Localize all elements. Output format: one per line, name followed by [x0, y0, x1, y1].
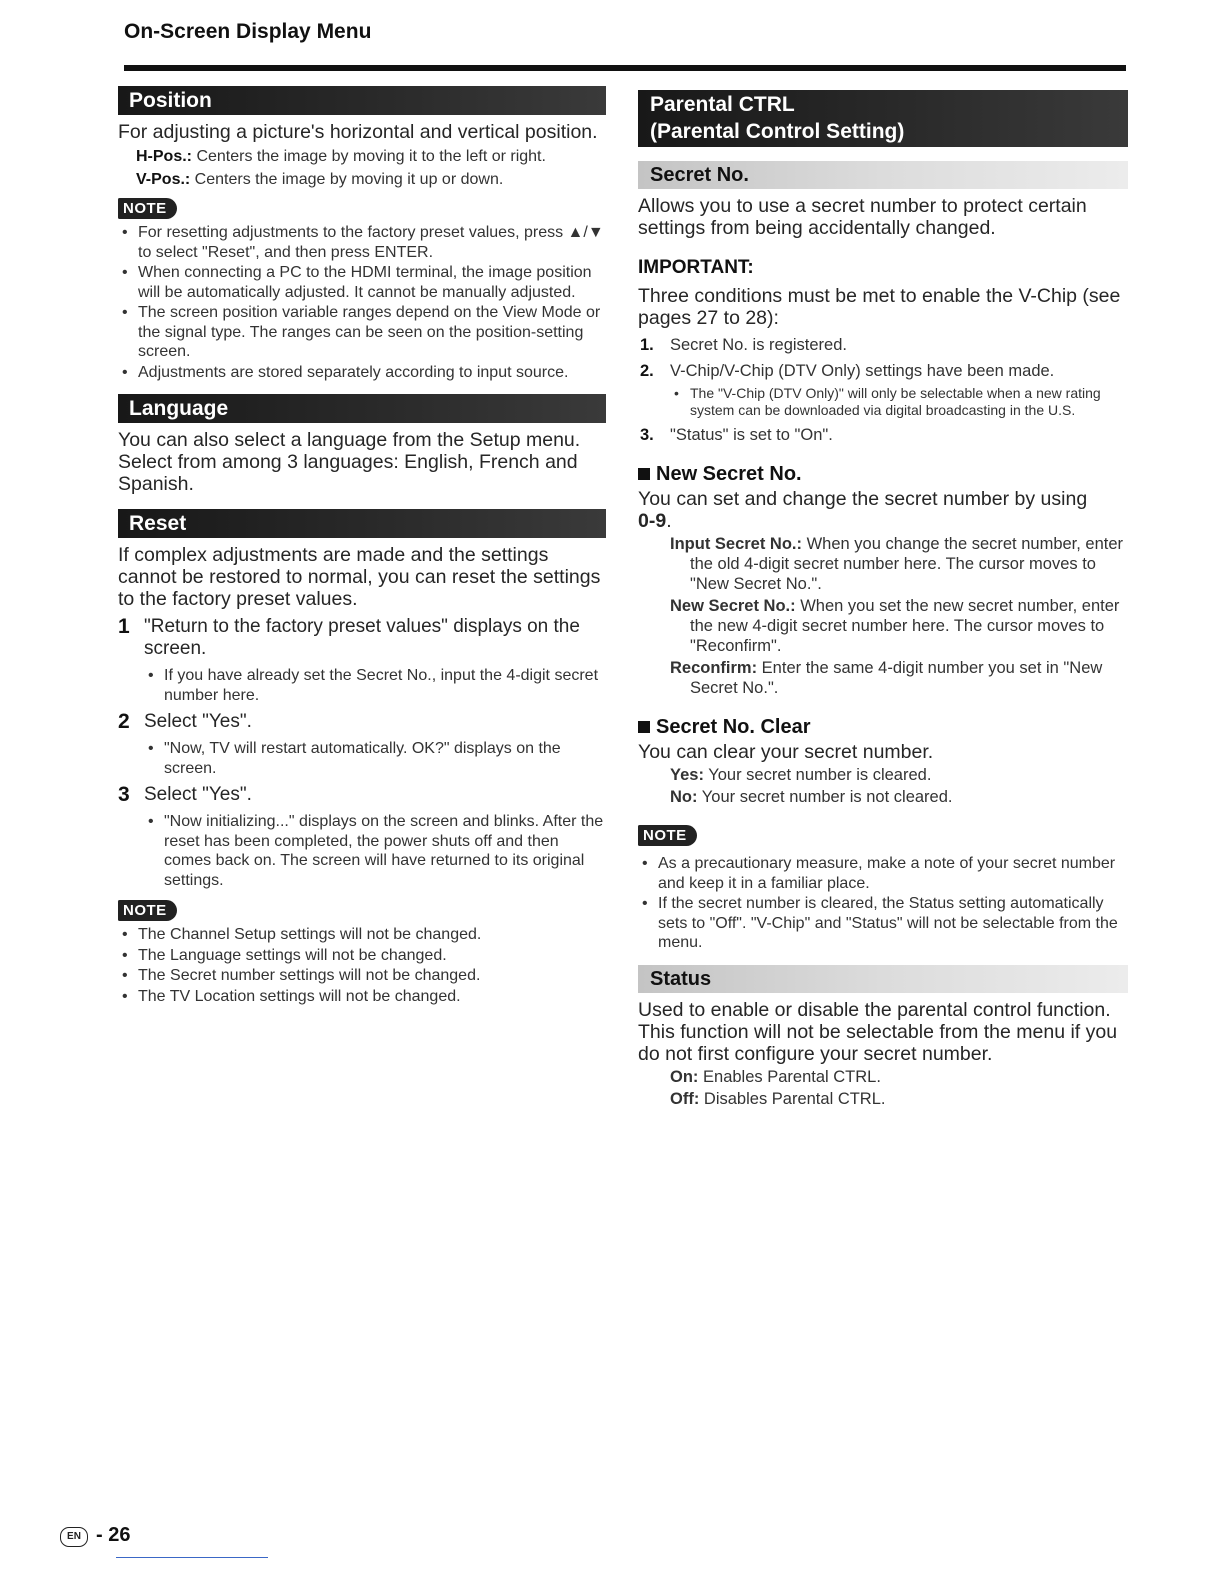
- new-secret-definition: [638, 596, 1128, 656]
- page-prefix: -: [96, 1524, 109, 1546]
- item-text: Secret No. is registered.: [670, 336, 847, 354]
- section-header-position: Position: [118, 86, 606, 115]
- step-number: 1: [118, 615, 130, 638]
- hpos-label: H-Pos.:: [136, 148, 192, 165]
- def-label: Off:: [670, 1089, 700, 1108]
- conditions-list: [638, 335, 1128, 445]
- clear-heading: [638, 716, 1128, 739]
- parental-title-line2: (Parental Control Setting): [650, 120, 905, 143]
- hpos-definition: [118, 147, 606, 166]
- list-item: • The Language settings will not be changed.: [118, 946, 606, 966]
- list-item: • The "V-Chip (DTV Only)" will only be selectable when a new rating system can be downloaded via digital broadcasting in the U.S.: [670, 385, 1128, 419]
- left-column: [118, 86, 606, 1007]
- def-text: Enter the same 4-digit number you set in "New Secret No.".: [690, 659, 1103, 697]
- position-notes: [118, 223, 606, 382]
- note-badge: NOTE: [638, 825, 697, 846]
- new-secret-title: New Secret No.: [656, 463, 802, 485]
- clear-title: Secret No. Clear: [656, 716, 811, 738]
- hpos-text: Centers the image by moving it to the left or right.: [192, 148, 546, 165]
- list-item: • As a precautionary measure, make a note of your secret number and keep it in a familiar place.: [638, 854, 1128, 893]
- list-item: • If the secret number is cleared, the Status setting automatically sets to "Off". "V-Chip" and "Status" will not be selectable from the menu.: [638, 894, 1128, 953]
- step-number: 2: [118, 710, 130, 733]
- list-item: • "Now, TV will restart automatically. OK?" displays on the screen.: [144, 739, 606, 778]
- list-item: • Adjustments are stored separately according to input source.: [118, 363, 606, 383]
- right-column: [638, 90, 1128, 1109]
- def-text: When you set the new secret number, enter the new 4-digit secret number here. The cursor moves to "Reconfirm".: [690, 597, 1120, 655]
- list-item: • The TV Location settings will not be changed.: [118, 987, 606, 1007]
- def-text: Disables Parental CTRL.: [699, 1089, 886, 1108]
- language-en-icon: EN: [60, 1527, 88, 1547]
- important-label: IMPORTANT:: [638, 257, 754, 278]
- list-item: • When connecting a PC to the HDMI terminal, the image position will be automatically adjusted. It cannot be manually adjusted.: [118, 263, 606, 302]
- note-badge: NOTE: [118, 198, 177, 219]
- subsection-header-status: Status: [638, 965, 1128, 993]
- reset-notes: [118, 925, 606, 1006]
- item-number: 3.: [640, 426, 654, 444]
- def-text: Your secret number is cleared.: [703, 766, 932, 784]
- step-text: Select "Yes".: [144, 711, 252, 732]
- page-number-value: 26: [108, 1524, 131, 1546]
- reset-steps: [118, 616, 606, 890]
- item-text: "Status" is set to "On".: [670, 426, 833, 444]
- parental-notes: [638, 854, 1128, 953]
- vpos-label: V-Pos.:: [136, 171, 191, 188]
- clear-no-definition: [638, 787, 1128, 807]
- item-number: 1.: [640, 336, 654, 354]
- vpos-definition: [118, 170, 606, 189]
- new-secret-keys: 0-9: [638, 510, 667, 532]
- section-header-parental: [638, 90, 1128, 147]
- def-label: Input Secret No.:: [670, 535, 803, 553]
- language-lead: You can also select a language from the Setup menu. Select from among 3 languages: English, French and Spanish.: [118, 429, 581, 495]
- list-item: • If you have already set the Secret No., input the 4-digit secret number here.: [144, 666, 606, 705]
- list-item: • For resetting adjustments to the factory preset values, press ▲/▼ to select "Reset", and then press ENTER.: [118, 223, 606, 262]
- reset-step: [118, 616, 606, 705]
- section-header-language: Language: [118, 394, 606, 423]
- list-item: • "Now initializing..." displays on the screen and blinks. After the reset has been completed, the power shuts off and then comes back on. The screen will have returned to its original settings.: [144, 812, 606, 890]
- secret-lead: Allows you to use a secret number to protect certain settings from being accidentally changed.: [638, 195, 1087, 239]
- parental-title-line1: Parental CTRL: [650, 93, 795, 116]
- status-off-definition: [638, 1089, 1128, 1109]
- item-number: 2.: [640, 362, 654, 380]
- reset-lead: If complex adjustments are made and the settings cannot be restored to normal, you can reset the settings to the factory preset values.: [118, 544, 601, 610]
- item-text: V-Chip/V-Chip (DTV Only) settings have been made.: [670, 362, 1055, 380]
- list-item: • The screen position variable ranges depend on the View Mode or the signal type. The ranges can be seen on the position-setting screen.: [118, 303, 606, 362]
- page-number: [96, 1524, 130, 1547]
- list-item: • The Channel Setup settings will not be changed.: [118, 925, 606, 945]
- def-label: New Secret No.:: [670, 597, 796, 615]
- input-secret-definition: [638, 534, 1128, 594]
- list-item: [638, 425, 1128, 445]
- step-text: Select "Yes".: [144, 784, 252, 805]
- subsection-header-secret-no: Secret No.: [638, 161, 1128, 189]
- def-text: Enables Parental CTRL.: [698, 1067, 881, 1086]
- section-header-reset: Reset: [118, 509, 606, 538]
- note-badge: NOTE: [118, 900, 177, 921]
- reconfirm-definition: [638, 658, 1128, 698]
- new-secret-heading: [638, 463, 1128, 486]
- square-bullet-icon: [638, 721, 650, 733]
- def-label: Reconfirm:: [670, 659, 758, 677]
- def-label: On:: [670, 1067, 699, 1086]
- clear-yes-definition: [638, 765, 1128, 785]
- step-text: "Return to the factory preset values" displays on the screen.: [144, 616, 580, 659]
- list-item: [638, 361, 1128, 419]
- new-secret-lead: You can set and change the secret number by using 0-9.: [638, 488, 1088, 532]
- status-lead: Used to enable or disable the parental control function. This function will not be selectable from the menu if you do not first configure your secret number.: [638, 998, 1118, 1065]
- footer-rule: [116, 1557, 268, 1558]
- square-bullet-icon: [638, 468, 650, 480]
- clear-lead: You can clear your secret number.: [638, 741, 934, 763]
- def-text: When you change the secret number, enter the old 4-digit secret number here. The cursor moves to "New Secret No.".: [690, 535, 1124, 593]
- vpos-text: Centers the image by moving it up or down.: [190, 171, 504, 188]
- position-lead: For adjusting a picture's horizontal and vertical position.: [118, 121, 598, 143]
- list-item: [638, 335, 1128, 355]
- new-secret-lead-text: You can set and change the secret number by using: [638, 488, 1088, 510]
- step-number: 3: [118, 783, 130, 806]
- reset-step: [118, 711, 606, 778]
- def-label: Yes:: [670, 766, 704, 784]
- important-lead: Three conditions must be met to enable the V-Chip (see pages 27 to 28):: [638, 285, 1121, 329]
- def-label: No:: [670, 788, 698, 806]
- page-title: On-Screen Display Menu: [124, 20, 372, 43]
- reset-step: [118, 784, 606, 890]
- list-item: • The Secret number settings will not be changed.: [118, 966, 606, 986]
- def-text: Your secret number is not cleared.: [697, 788, 953, 806]
- status-on-definition: [638, 1067, 1128, 1087]
- header-rule: [124, 65, 1126, 71]
